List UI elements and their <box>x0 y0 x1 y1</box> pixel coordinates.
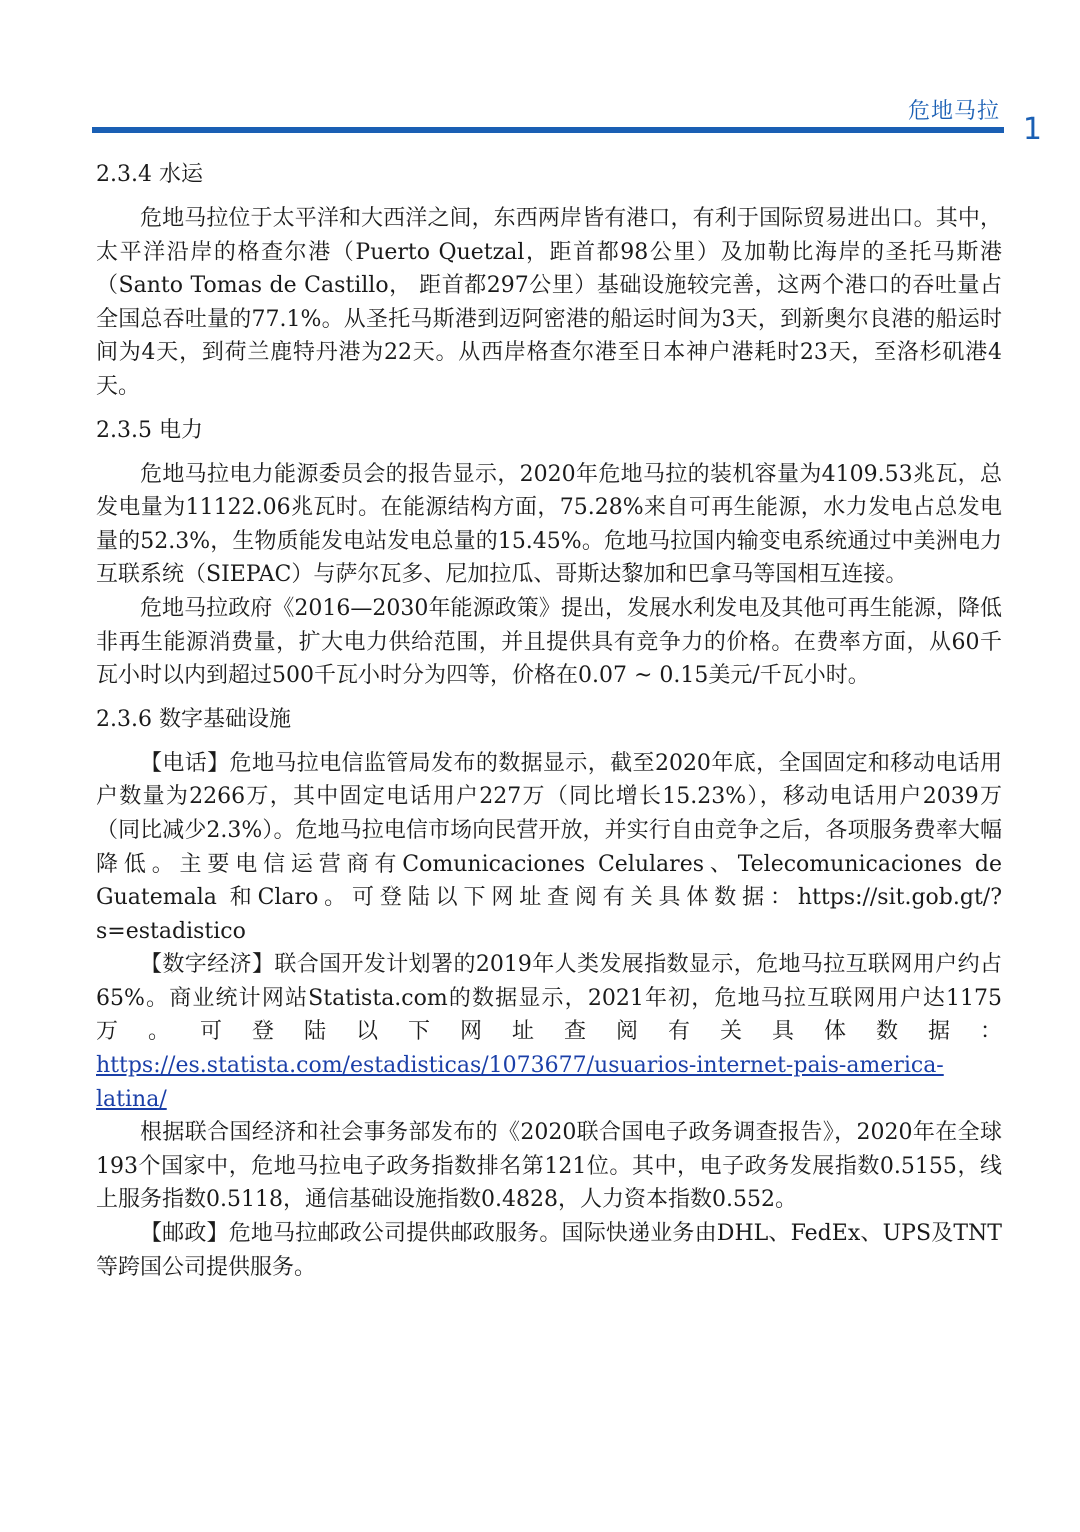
paragraph-water-transport: 危地马拉位于太平洋和大西洋之间，东西两岸皆有港口，有利于国际贸易进出口。其中，太平洋沿岸的格查尔港（Puerto Quetzal，距首都98公里）及加勒比海岸的圣托马斯港（Santo Tomas de Castillo， 距首都297公里）基础设施较完善，这两个港口的吞吐量占全国总吞吐量的77.1%。从圣托马斯港到迈阿密港的船运时间为3天，到新奥尔良港的船运时间为4天，到荷兰鹿特丹港为22天。从西岸格查尔港至日本神户港耗时23天，至洛杉矶港4天。 <box>96 206 1002 399</box>
statista-link[interactable]: https://es.statista.com/estadisticas/1073677/usuarios-internet-pais-america-latina/ <box>96 1053 944 1112</box>
document-body <box>96 158 1002 1284</box>
paragraph-digital-economy <box>96 948 1002 1116</box>
paragraph-electricity-2: 危地马拉政府《2016—2030年能源政策》提出，发展水利发电及其他可再生能源，降低非再生能源消费量，扩大电力供给范围，并且提供具有竞争力的价格。在费率方面，从60千瓦小时以内到超过500千瓦小时分为四等，价格在0.07 ~ 0.15美元/千瓦小时。 <box>96 595 1002 689</box>
header-title: 危地马拉 <box>907 99 1000 124</box>
paragraph-postal: 【邮政】危地马拉邮政公司提供邮政服务。国际快递业务由DHL、FedEx、UPS及TNT等跨国公司提供服务。 <box>96 1221 1002 1280</box>
page-number: 1 <box>1022 112 1042 147</box>
paragraph-e-government: 根据联合国经济和社会事务部发布的《2020联合国电子政务调查报告》，2020年在全球193个国家中，危地马拉电子政务指数排名第121位。其中，电子政务发展指数0.5155，线上服务指数0.5118，通信基础设施指数0.4828，人力资本指数0.552。 <box>96 1120 1002 1213</box>
section-heading-electricity: 2.3.5 电力 <box>96 417 203 443</box>
section-heading-water-transport: 2.3.4 水运 <box>96 162 203 187</box>
section-heading-digital-infrastructure: 2.3.6 数字基础设施 <box>96 706 291 732</box>
digital-economy-text: 【数字经济】联合国开发计划署的2019年人类发展指数显示，危地马拉互联网用户约占65%。商业统计网站Statista.com的数据显示，2021年初，危地马拉互联网用户达1175万。可登陆以下网址查阅有关具体数据： <box>96 952 1002 1045</box>
paragraph-telephone: 【电话】危地马拉电信监管局发布的数据显示，截至2020年底，全国固定和移动电话用户数量为2266万，其中固定电话用户227万（同比增长15.23%），移动电话用户2039万（同比减少2.3%）。危地马拉电信市场向民营开放，并实行自由竞争之后，各项服务费率大幅降低。主要电信运营商有Comunicaciones Celulares、Telecomunicaciones de Guatemala 和Claro。可登陆以下网址查阅有关具体数据：https://sit.gob.gt/?s=estadistico <box>96 750 1002 944</box>
header-rule <box>92 127 1004 133</box>
paragraph-electricity-1: 危地马拉电力能源委员会的报告显示，2020年危地马拉的装机容量为4109.53兆瓦，总发电量为11122.06兆瓦时。在能源结构方面，75.28%来自可再生能源，水力发电占总发电量的52.3%，生物质能发电站发电总量的15.45%。危地马拉国内输变电系统通过中美洲电力互联系统（SIEPAC）与萨尔瓦多、尼加拉瓜、哥斯达黎加和巴拿马等国相互连接。 <box>96 461 1002 588</box>
